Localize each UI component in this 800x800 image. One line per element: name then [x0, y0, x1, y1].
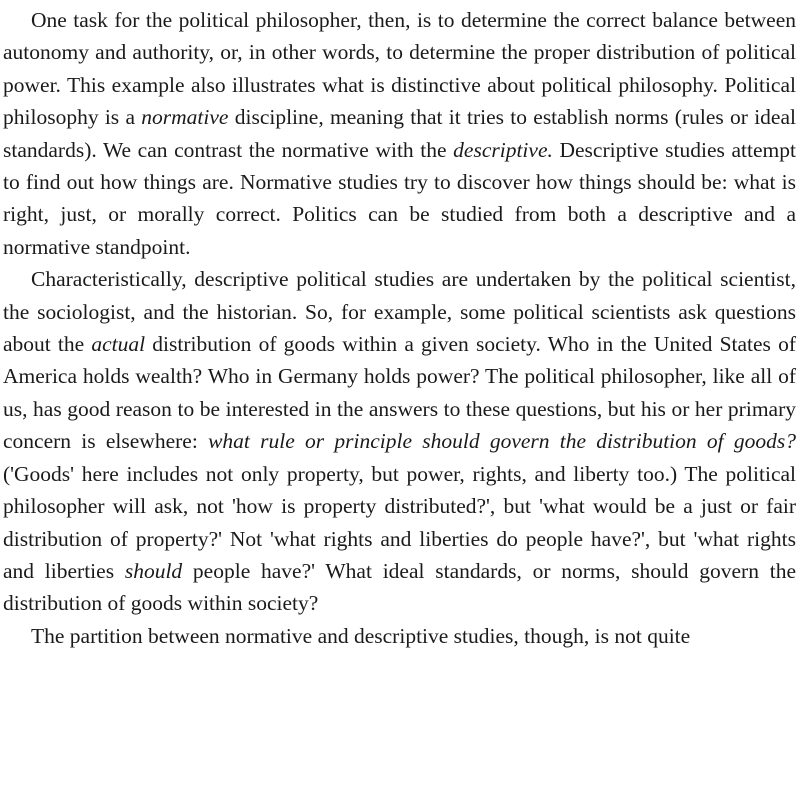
emphasis-normative: normative	[141, 105, 229, 130]
text-run: Characteristically, descriptive political studies are undertaken by the political scientist, the sociologist, and the historian. So, for example, some political scientists ask questions about the	[3, 267, 796, 357]
text-run: discipline, meaning that it tries to establish norms (rules or ideal standards). We can contrast the normative with the	[3, 105, 796, 162]
paragraph-3	[3, 620, 796, 652]
text-run: Descriptive studies attempt to find out how things are. Normative studies try to discover how things should be: what is right, just, or morally correct. Politics can be studied from both a descriptive and a normative standpoint.	[3, 137, 796, 259]
paragraph-1	[3, 4, 796, 263]
text-run: ('Goods' here includes not only property, but power, rights, and liberty too.) The political philosopher will ask, not 'how is property distributed?', but 'what would be a just or fair distribution of property?' Not 'what rights and liberties do people have?', but 'what rights and liberties	[3, 461, 796, 583]
emphasis-actual: actual	[91, 332, 146, 357]
emphasis-descriptive: descriptive.	[453, 137, 553, 162]
text-run: people have?' What ideal standards, or norms, should govern the distribution of goods within society?	[3, 558, 796, 616]
text-run: The partition between normative and descriptive studies, though, is not quite	[31, 623, 691, 648]
paragraph-2	[3, 263, 796, 619]
text-run: One task for the political philosopher, then, is to determine the correct balance between autonomy and authority, or, in other words, to determine the proper distribution of political power. This example also illustrates what is distinctive about political philosophy. Political philosophy is a	[3, 8, 796, 130]
emphasis-question: what rule or principle should govern the distribution of goods?	[208, 429, 796, 454]
text-run: distribution of goods within a given society. Who in the United States of America holds wealth? Who in Germany holds power? The political philosopher, like all of us, has good reason to be interested in the answers to these questions, but his or her primary concern is elsewhere:	[3, 332, 796, 454]
emphasis-should: should	[124, 558, 183, 583]
